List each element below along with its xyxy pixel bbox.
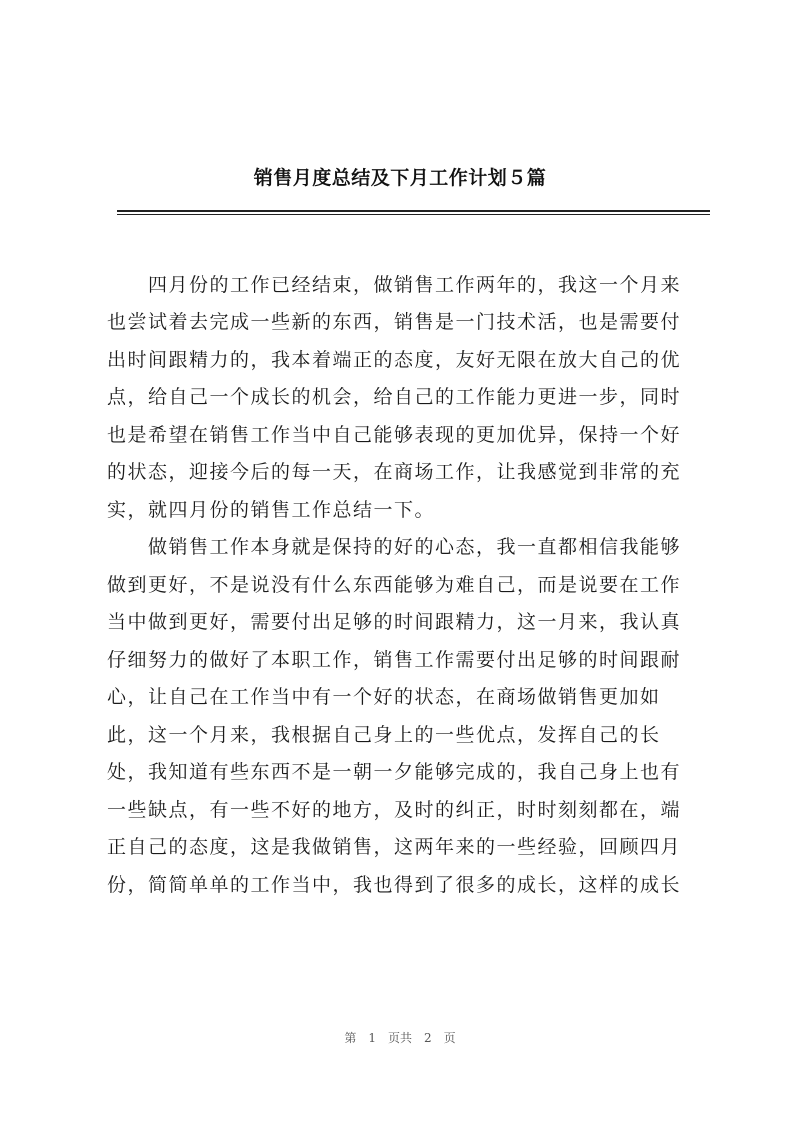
body-line: 四月份的工作已经结束，做销售工作两年的，我这一个月来	[107, 274, 682, 296]
body-line: 一些缺点，有一些不好的地方，及时的纠正，时时刻刻都在，端	[107, 799, 682, 821]
body-line: 的状态，迎接今后的每一天，在商场工作，让我感觉到非常的充	[107, 461, 682, 483]
footer-page-middle: 页共	[387, 1031, 412, 1045]
body-line: 实，就四月份的销售工作总结一下。	[107, 499, 436, 521]
body-line: 份，简简单单的工作当中，我也得到了很多的成长，这样的成长	[107, 874, 682, 896]
body-line: 当中做到更好，需要付出足够的时间跟精力，这一月来，我认真	[107, 611, 682, 633]
body-line: 也是希望在销售工作当中自己能够表现的更加优异，保持一个好	[107, 424, 682, 446]
footer-page-prefix: 第	[344, 1031, 357, 1045]
body-line: 点，给自己一个成长的机会，给自己的工作能力更进一步，同时	[107, 386, 682, 408]
body-line: 正自己的态度，这是我做销售，这两年来的一些经验，回顾四月	[107, 836, 682, 858]
body-line: 也尝试着去完成一些新的东西，销售是一门技术活，也是需要付	[107, 311, 682, 333]
document-title: 销售月度总结及下月工作计划５篇	[253, 167, 547, 189]
page-footer	[0, 1030, 800, 1046]
body-line: 做到更好，不是说没有什么东西能够为难自己，而是说要在工作	[107, 574, 682, 596]
body-line: 出时间跟精力的，我本着端正的态度，友好无限在放大自己的优	[107, 349, 682, 371]
body-line: 做销售工作本身就是保持的好的心态，我一直都相信我能够	[107, 536, 682, 558]
title-divider	[117, 210, 710, 215]
footer-page-total: 2	[424, 1031, 432, 1045]
footer-page-current: 1	[368, 1031, 376, 1045]
body-line: 心，让自己在工作当中有一个好的状态，在商场做销售更加如	[107, 686, 661, 708]
body-line: 仔细努力的做好了本职工作，销售工作需要付出足够的时间跟耐	[107, 649, 682, 671]
footer-page-suffix: 页	[443, 1031, 456, 1045]
body-line: 处，我知道有些东西不是一朝一夕能够完成的，我自己身上也有	[107, 761, 682, 783]
body-line: 此，这一个月来，我根据自己身上的一些优点，发挥自己的长	[107, 724, 661, 746]
